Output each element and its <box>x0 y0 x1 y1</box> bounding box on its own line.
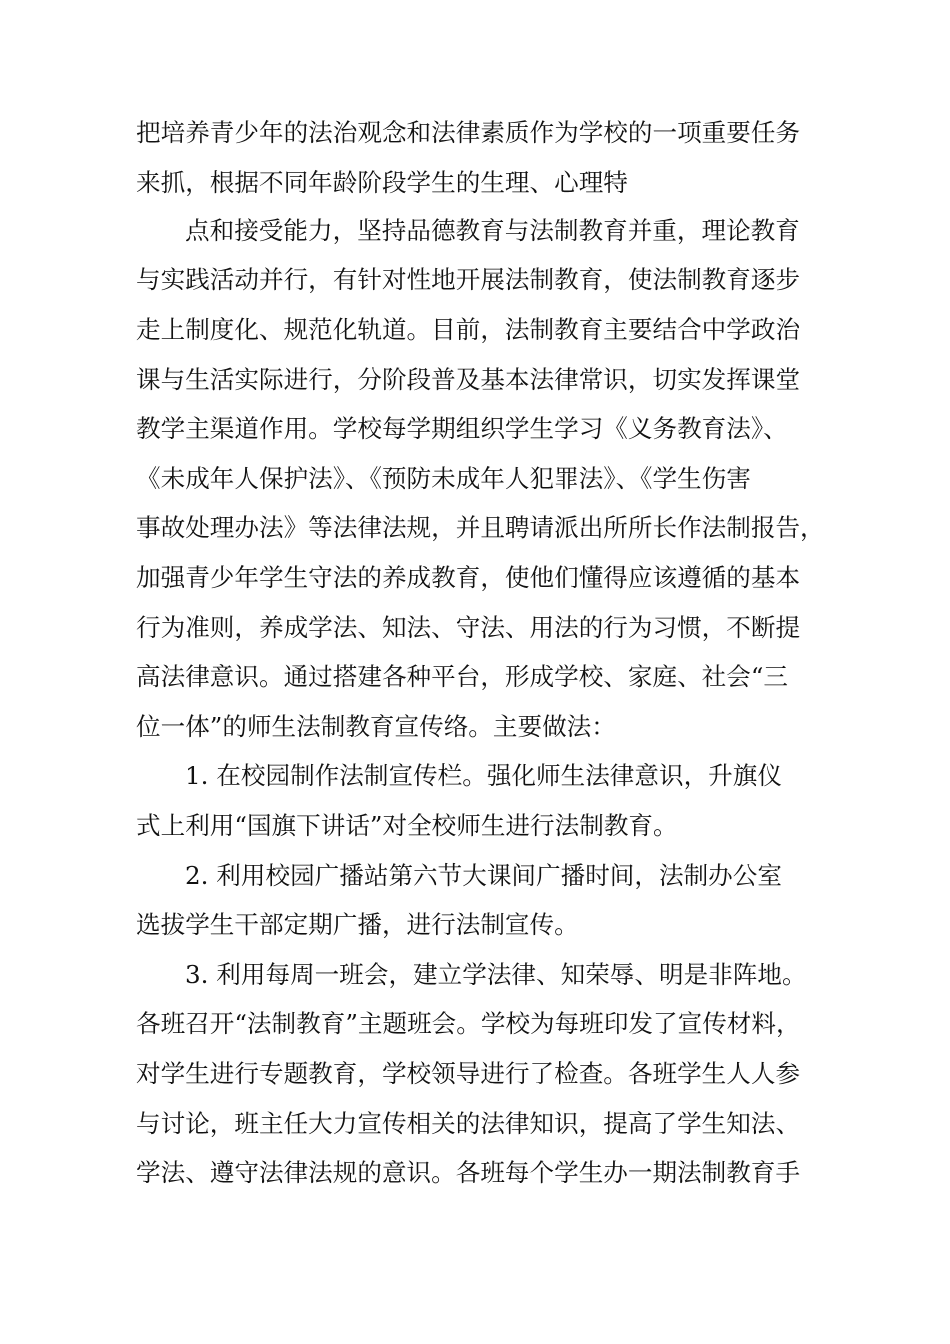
text-line: 行为准则，养成学法、知法、守法、用法的行为习惯，不断提 <box>136 613 801 642</box>
text-line: 事故处理办法》等法律法规，并且聘请派出所所长作法制报告， <box>136 513 825 542</box>
text-line: 课与生活实际进行，分阶段普及基本法律常识，切实发挥课堂 <box>136 365 801 394</box>
text-line: 点和接受能力，坚持品德教育与法制教育并重，理论教育 <box>185 216 800 245</box>
text-line: 高法律意识。通过搭建各种平台，形成学校、家庭、社会“三 <box>136 662 789 691</box>
text-line: 式上利用“国旗下讲话”对全校师生进行法制教育。 <box>136 811 678 840</box>
text-line: 与讨论，班主任大力宣传相关的法律知识，提高了学生知法、 <box>136 1109 801 1138</box>
text-line: 对学生进行专题教育，学校领导进行了检查。各班学生人人参 <box>136 1059 801 1088</box>
text-line: 《未成年人保护法》、《预防未成年人犯罪法》、《学生伤害 <box>136 464 751 493</box>
text-line: 位一体”的师生法制教育宣传络。主要做法： <box>136 712 616 741</box>
text-line: 各班召开“法制教育”主题班会。学校为每班印发了宣传材料， <box>136 1009 801 1038</box>
text-line: 教学主渠道作用。学校每学期组织学生学习《义务教育法》、 <box>136 414 788 443</box>
text-line: 加强青少年学生守法的养成教育，使他们懂得应该遵循的基本 <box>136 563 801 592</box>
text-line: 把培养青少年的法治观念和法律素质作为学校的一项重要任务 <box>136 118 801 147</box>
list-item-1: 1. 在校园制作法制宣传栏。强化师生法律意识，升旗仪 <box>185 761 782 790</box>
text-line: 走上制度化、规范化轨道。目前，法制教育主要结合中学政治 <box>136 315 801 344</box>
text-line: 来抓，根据不同年龄阶段学生的生理、心理特 <box>136 168 628 197</box>
text-line: 选拔学生干部定期广播，进行法制宣传。 <box>136 910 579 939</box>
text-line: 学法、遵守法律法规的意识。各班每个学生办一期法制教育手 <box>136 1158 801 1187</box>
list-item-3: 3. 利用每周一班会，建立学法律、知荣辱、明是非阵地。 <box>185 960 807 989</box>
list-item-2: 2. 利用校园广播站第六节大课间广播时间，法制办公室 <box>185 861 782 890</box>
text-line: 与实践活动并行，有针对性地开展法制教育，使法制教育逐步 <box>136 265 801 294</box>
